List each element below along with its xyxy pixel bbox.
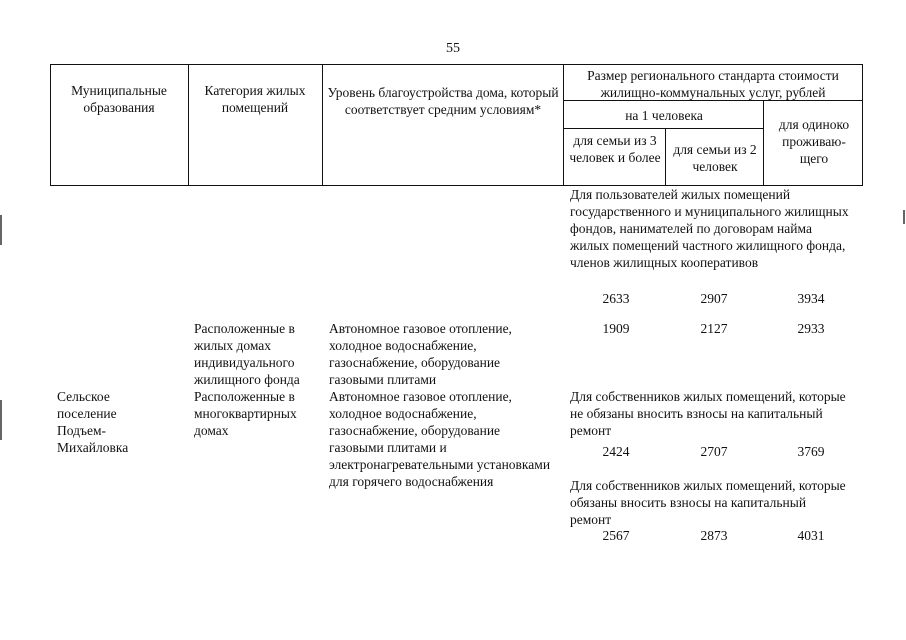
group1-label: Для пользователей жилых помещений государственного и муниципального жилищных фондов, нанимателей по договорам найма жилых помещений частного жилищного фонда, членов жилищных кооперативов — [570, 187, 849, 270]
col-border-0 — [50, 64, 51, 185]
header-amenity-level: Уровень благоустройства дома, который соответствует средним условиям* — [327, 85, 559, 117]
row1-value-family2: 2127 — [700, 321, 728, 336]
row2-not-obliged-value-single: 3769 — [797, 444, 825, 459]
header-municipality: Муниципальные образования — [71, 83, 167, 115]
col-border-6 — [862, 64, 863, 185]
row1-category: Расположенные в жилых домах индивидуального жилищного фонда — [194, 321, 300, 387]
row1-value-single: 2933 — [797, 321, 825, 336]
row2-owners-obliged-label: Для собственников жилых помещений, которые обязаны вносить взносы на капитальный ремонт — [570, 478, 846, 527]
scan-edge-mark — [0, 215, 2, 245]
row1-amenity: Автономное газовое отопление, холодное водоснабжение, газоснабжение, оборудование газовыми плитами — [329, 321, 512, 387]
col-border-1 — [188, 64, 189, 185]
row2-not-obliged-value-family2: 2707 — [700, 444, 728, 459]
col-border-3 — [563, 64, 564, 185]
table-top-border — [50, 64, 863, 65]
header-family-3: для семьи из 3 человек и более — [569, 133, 661, 165]
row2-obliged-value-family3: 2567 — [602, 528, 630, 543]
scan-edge-mark — [903, 210, 905, 224]
header-divider-2 — [563, 128, 763, 129]
group1-value-family2: 2907 — [700, 291, 728, 306]
row2-obliged-value-family2: 2873 — [700, 528, 728, 543]
row2-not-obliged-value-family3: 2424 — [602, 444, 630, 459]
col-border-4 — [665, 128, 666, 185]
header-standard-size: Размер регионального стандарта стоимости жилищно-коммунальных услуг, рублей — [587, 68, 839, 100]
header-per-person: на 1 человека — [625, 108, 703, 123]
header-single: для одиноко проживаю-щего — [778, 117, 850, 166]
header-category: Категория жилых помещений — [204, 83, 306, 115]
row2-obliged-value-single: 4031 — [797, 528, 825, 543]
page-number: 55 — [446, 41, 460, 56]
row1-value-family3: 1909 — [602, 321, 630, 336]
group1-value-single: 3934 — [797, 291, 825, 306]
row2-municipality: Сельское поселение Подъем-Михайловка — [57, 389, 129, 455]
scan-edge-mark — [0, 400, 2, 440]
header-family-2: для семьи из 2 человек — [673, 142, 757, 174]
col-border-2 — [322, 64, 323, 185]
group1-value-family3: 2633 — [602, 291, 630, 306]
row2-category: Расположенные в многоквартирных домах — [194, 389, 297, 438]
row2-amenity: Автономное газовое отопление, холодное водоснабжение, газоснабжение, оборудование газовыми плитами и электронагревательными установками для горячего водоснабжения — [329, 389, 551, 489]
row2-owners-not-obliged-label: Для собственников жилых помещений, которые не обязаны вносить взносы на капитальный ремонт — [570, 389, 846, 438]
col-border-5 — [763, 100, 764, 185]
